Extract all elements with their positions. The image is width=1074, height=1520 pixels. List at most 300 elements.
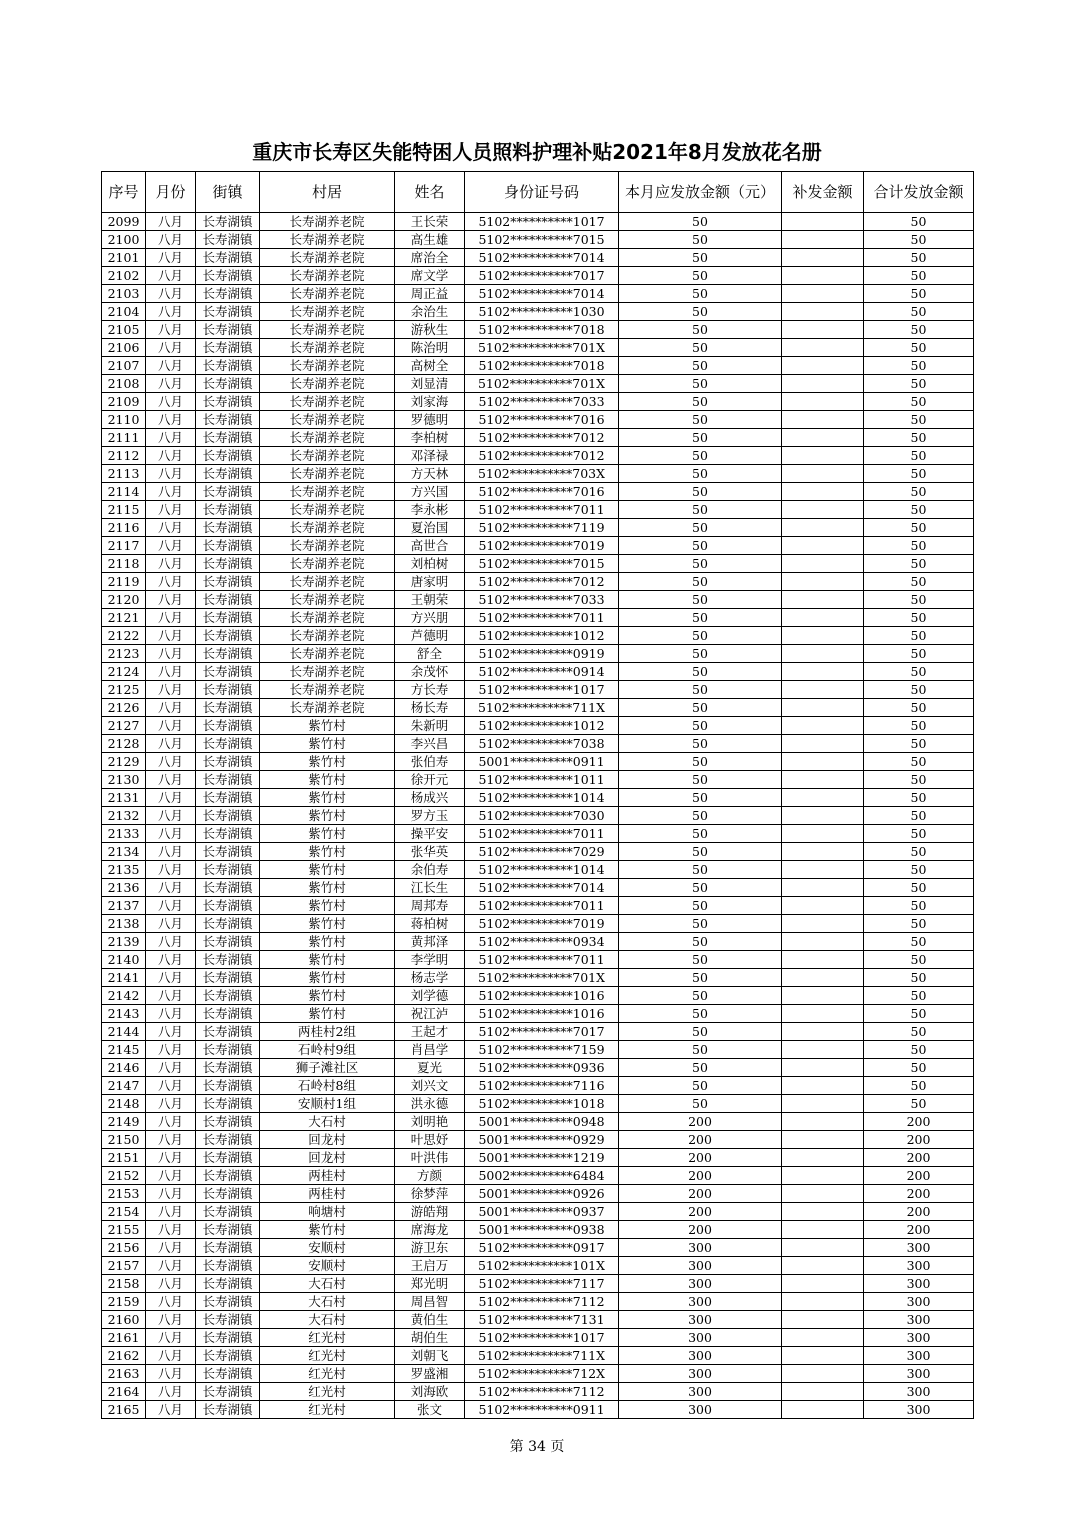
total-amount-cell: 50	[864, 1005, 974, 1023]
month-cell: 八月	[146, 357, 196, 375]
column-header: 身份证号码	[465, 172, 619, 213]
village-cell: 长寿湖养老院	[260, 249, 395, 267]
reissue-amount-cell	[782, 1077, 864, 1095]
total-amount-cell: 300	[864, 1347, 974, 1365]
serial-cell: 2138	[102, 915, 146, 933]
reissue-amount-cell	[782, 789, 864, 807]
column-header: 街镇	[196, 172, 260, 213]
serial-cell: 2116	[102, 519, 146, 537]
month-cell: 八月	[146, 861, 196, 879]
table-row	[102, 231, 974, 249]
name-cell: 洪永德	[395, 1095, 465, 1113]
town-cell: 长寿湖镇	[196, 627, 260, 645]
serial-cell: 2123	[102, 645, 146, 663]
total-amount-cell: 50	[864, 915, 974, 933]
table-row	[102, 555, 974, 573]
month-cell: 八月	[146, 681, 196, 699]
name-cell: 王长荣	[395, 213, 465, 231]
reissue-amount-cell	[782, 1293, 864, 1311]
total-amount-cell: 300	[864, 1311, 974, 1329]
monthly-amount-cell: 50	[619, 447, 782, 465]
monthly-amount-cell: 50	[619, 537, 782, 555]
table-row	[102, 519, 974, 537]
table-row	[102, 447, 974, 465]
id-number-cell: 5001**********0948	[465, 1113, 619, 1131]
monthly-amount-cell: 300	[619, 1365, 782, 1383]
name-cell: 祝江泸	[395, 1005, 465, 1023]
table-row	[102, 627, 974, 645]
town-cell: 长寿湖镇	[196, 1239, 260, 1257]
total-amount-cell: 50	[864, 321, 974, 339]
reissue-amount-cell	[782, 1149, 864, 1167]
month-cell: 八月	[146, 1329, 196, 1347]
id-number-cell: 5102**********1018	[465, 1095, 619, 1113]
reissue-amount-cell	[782, 1365, 864, 1383]
name-cell: 周昌智	[395, 1293, 465, 1311]
town-cell: 长寿湖镇	[196, 645, 260, 663]
serial-cell: 2161	[102, 1329, 146, 1347]
village-cell: 长寿湖养老院	[260, 447, 395, 465]
village-cell: 紫竹村	[260, 843, 395, 861]
month-cell: 八月	[146, 717, 196, 735]
monthly-amount-cell: 50	[619, 753, 782, 771]
table-row	[102, 321, 974, 339]
month-cell: 八月	[146, 213, 196, 231]
name-cell: 叶洪伟	[395, 1149, 465, 1167]
total-amount-cell: 200	[864, 1149, 974, 1167]
id-number-cell: 5102**********7112	[465, 1383, 619, 1401]
id-number-cell: 5102**********7012	[465, 447, 619, 465]
village-cell: 长寿湖养老院	[260, 501, 395, 519]
serial-cell: 2135	[102, 861, 146, 879]
town-cell: 长寿湖镇	[196, 1293, 260, 1311]
total-amount-cell: 200	[864, 1131, 974, 1149]
serial-cell: 2142	[102, 987, 146, 1005]
village-cell: 响塘村	[260, 1203, 395, 1221]
village-cell: 长寿湖养老院	[260, 411, 395, 429]
town-cell: 长寿湖镇	[196, 303, 260, 321]
serial-cell: 2104	[102, 303, 146, 321]
id-number-cell: 5001**********0938	[465, 1221, 619, 1239]
monthly-amount-cell: 200	[619, 1167, 782, 1185]
column-header: 序号	[102, 172, 146, 213]
total-amount-cell: 50	[864, 465, 974, 483]
serial-cell: 2108	[102, 375, 146, 393]
name-cell: 李柏树	[395, 429, 465, 447]
name-cell: 陈治明	[395, 339, 465, 357]
monthly-amount-cell: 50	[619, 1077, 782, 1095]
total-amount-cell: 50	[864, 483, 974, 501]
table-row	[102, 1239, 974, 1257]
id-number-cell: 5102**********711X	[465, 699, 619, 717]
total-amount-cell: 300	[864, 1293, 974, 1311]
id-number-cell: 5102**********7017	[465, 267, 619, 285]
table-row	[102, 717, 974, 735]
name-cell: 夏治国	[395, 519, 465, 537]
total-amount-cell: 50	[864, 681, 974, 699]
serial-cell: 2117	[102, 537, 146, 555]
monthly-amount-cell: 50	[619, 429, 782, 447]
total-amount-cell: 50	[864, 609, 974, 627]
monthly-amount-cell: 50	[619, 861, 782, 879]
total-amount-cell: 50	[864, 1077, 974, 1095]
village-cell: 长寿湖养老院	[260, 591, 395, 609]
reissue-amount-cell	[782, 969, 864, 987]
name-cell: 操平安	[395, 825, 465, 843]
town-cell: 长寿湖镇	[196, 231, 260, 249]
serial-cell: 2129	[102, 753, 146, 771]
total-amount-cell: 50	[864, 375, 974, 393]
total-amount-cell: 50	[864, 447, 974, 465]
monthly-amount-cell: 200	[619, 1113, 782, 1131]
month-cell: 八月	[146, 591, 196, 609]
monthly-amount-cell: 50	[619, 771, 782, 789]
id-number-cell: 5102**********7012	[465, 429, 619, 447]
reissue-amount-cell	[782, 249, 864, 267]
village-cell: 红光村	[260, 1401, 395, 1419]
town-cell: 长寿湖镇	[196, 555, 260, 573]
table-row	[102, 1167, 974, 1185]
total-amount-cell: 50	[864, 429, 974, 447]
monthly-amount-cell: 50	[619, 807, 782, 825]
village-cell: 红光村	[260, 1365, 395, 1383]
serial-cell: 2156	[102, 1239, 146, 1257]
reissue-amount-cell	[782, 285, 864, 303]
serial-cell: 2105	[102, 321, 146, 339]
total-amount-cell: 50	[864, 213, 974, 231]
name-cell: 高树全	[395, 357, 465, 375]
name-cell: 郑光明	[395, 1275, 465, 1293]
monthly-amount-cell: 50	[619, 249, 782, 267]
name-cell: 方兴朋	[395, 609, 465, 627]
serial-cell: 2102	[102, 267, 146, 285]
total-amount-cell: 50	[864, 1041, 974, 1059]
serial-cell: 2149	[102, 1113, 146, 1131]
total-amount-cell: 50	[864, 825, 974, 843]
month-cell: 八月	[146, 321, 196, 339]
table-row	[102, 1347, 974, 1365]
total-amount-cell: 50	[864, 591, 974, 609]
monthly-amount-cell: 200	[619, 1221, 782, 1239]
table-row	[102, 1275, 974, 1293]
village-cell: 紫竹村	[260, 807, 395, 825]
town-cell: 长寿湖镇	[196, 969, 260, 987]
name-cell: 王朝荣	[395, 591, 465, 609]
serial-cell: 2121	[102, 609, 146, 627]
town-cell: 长寿湖镇	[196, 789, 260, 807]
id-number-cell: 5102**********7014	[465, 879, 619, 897]
month-cell: 八月	[146, 1365, 196, 1383]
month-cell: 八月	[146, 447, 196, 465]
town-cell: 长寿湖镇	[196, 915, 260, 933]
town-cell: 长寿湖镇	[196, 1221, 260, 1239]
name-cell: 舒全	[395, 645, 465, 663]
monthly-amount-cell: 50	[619, 681, 782, 699]
month-cell: 八月	[146, 537, 196, 555]
serial-cell: 2146	[102, 1059, 146, 1077]
reissue-amount-cell	[782, 483, 864, 501]
reissue-amount-cell	[782, 411, 864, 429]
village-cell: 长寿湖养老院	[260, 699, 395, 717]
serial-cell: 2131	[102, 789, 146, 807]
table-row	[102, 1383, 974, 1401]
name-cell: 游卫东	[395, 1239, 465, 1257]
reissue-amount-cell	[782, 879, 864, 897]
village-cell: 长寿湖养老院	[260, 321, 395, 339]
reissue-amount-cell	[782, 1167, 864, 1185]
village-cell: 紫竹村	[260, 969, 395, 987]
id-number-cell: 5102**********7015	[465, 231, 619, 249]
name-cell: 张伯寿	[395, 753, 465, 771]
table-row	[102, 339, 974, 357]
reissue-amount-cell	[782, 1041, 864, 1059]
serial-cell: 2132	[102, 807, 146, 825]
table-row	[102, 753, 974, 771]
column-header: 补发金额	[782, 172, 864, 213]
town-cell: 长寿湖镇	[196, 1203, 260, 1221]
table-row	[102, 897, 974, 915]
id-number-cell: 5102**********703X	[465, 465, 619, 483]
town-cell: 长寿湖镇	[196, 411, 260, 429]
reissue-amount-cell	[782, 1113, 864, 1131]
reissue-amount-cell	[782, 663, 864, 681]
serial-cell: 2152	[102, 1167, 146, 1185]
town-cell: 长寿湖镇	[196, 357, 260, 375]
table-row	[102, 537, 974, 555]
serial-cell: 2115	[102, 501, 146, 519]
month-cell: 八月	[146, 645, 196, 663]
town-cell: 长寿湖镇	[196, 1347, 260, 1365]
header-row	[102, 172, 974, 213]
monthly-amount-cell: 50	[619, 663, 782, 681]
id-number-cell: 5102**********701X	[465, 339, 619, 357]
monthly-amount-cell: 50	[619, 897, 782, 915]
village-cell: 紫竹村	[260, 771, 395, 789]
id-number-cell: 5102**********701X	[465, 969, 619, 987]
monthly-amount-cell: 50	[619, 483, 782, 501]
table-row	[102, 861, 974, 879]
table-body	[102, 213, 974, 1419]
total-amount-cell: 50	[864, 285, 974, 303]
name-cell: 余伯寿	[395, 861, 465, 879]
name-cell: 罗德明	[395, 411, 465, 429]
total-amount-cell: 50	[864, 267, 974, 285]
serial-cell: 2109	[102, 393, 146, 411]
id-number-cell: 5102**********7030	[465, 807, 619, 825]
month-cell: 八月	[146, 735, 196, 753]
monthly-amount-cell: 50	[619, 501, 782, 519]
village-cell: 大石村	[260, 1113, 395, 1131]
village-cell: 长寿湖养老院	[260, 537, 395, 555]
name-cell: 肖昌学	[395, 1041, 465, 1059]
reissue-amount-cell	[782, 555, 864, 573]
month-cell: 八月	[146, 879, 196, 897]
village-cell: 长寿湖养老院	[260, 555, 395, 573]
serial-cell: 2148	[102, 1095, 146, 1113]
serial-cell: 2128	[102, 735, 146, 753]
id-number-cell: 5102**********7012	[465, 573, 619, 591]
name-cell: 王起才	[395, 1023, 465, 1041]
total-amount-cell: 200	[864, 1185, 974, 1203]
total-amount-cell: 50	[864, 771, 974, 789]
serial-cell: 2141	[102, 969, 146, 987]
monthly-amount-cell: 50	[619, 267, 782, 285]
month-cell: 八月	[146, 1005, 196, 1023]
column-header: 月份	[146, 172, 196, 213]
village-cell: 紫竹村	[260, 897, 395, 915]
reissue-amount-cell	[782, 1005, 864, 1023]
serial-cell: 2107	[102, 357, 146, 375]
serial-cell: 2119	[102, 573, 146, 591]
table-row	[102, 1311, 974, 1329]
village-cell: 长寿湖养老院	[260, 213, 395, 231]
town-cell: 长寿湖镇	[196, 339, 260, 357]
serial-cell: 2160	[102, 1311, 146, 1329]
town-cell: 长寿湖镇	[196, 1131, 260, 1149]
reissue-amount-cell	[782, 861, 864, 879]
name-cell: 游秋生	[395, 321, 465, 339]
town-cell: 长寿湖镇	[196, 843, 260, 861]
total-amount-cell: 50	[864, 663, 974, 681]
page-title: 重庆市长寿区失能特困人员照料护理补贴2021年8月发放花名册	[252, 140, 822, 164]
town-cell: 长寿湖镇	[196, 1311, 260, 1329]
month-cell: 八月	[146, 1059, 196, 1077]
name-cell: 罗方玉	[395, 807, 465, 825]
table-row	[102, 393, 974, 411]
reissue-amount-cell	[782, 915, 864, 933]
id-number-cell: 5102**********7011	[465, 897, 619, 915]
reissue-amount-cell	[782, 1401, 864, 1419]
village-cell: 红光村	[260, 1383, 395, 1401]
total-amount-cell: 50	[864, 1023, 974, 1041]
name-cell: 刘家海	[395, 393, 465, 411]
month-cell: 八月	[146, 627, 196, 645]
town-cell: 长寿湖镇	[196, 519, 260, 537]
serial-cell: 2127	[102, 717, 146, 735]
reissue-amount-cell	[782, 1203, 864, 1221]
name-cell: 叶思妤	[395, 1131, 465, 1149]
monthly-amount-cell: 200	[619, 1203, 782, 1221]
name-cell: 胡伯生	[395, 1329, 465, 1347]
village-cell: 长寿湖养老院	[260, 681, 395, 699]
reissue-amount-cell	[782, 843, 864, 861]
roster-table	[101, 171, 974, 1419]
name-cell: 方颜	[395, 1167, 465, 1185]
reissue-amount-cell	[782, 1221, 864, 1239]
town-cell: 长寿湖镇	[196, 213, 260, 231]
town-cell: 长寿湖镇	[196, 717, 260, 735]
table-row	[102, 735, 974, 753]
month-cell: 八月	[146, 951, 196, 969]
serial-cell: 2110	[102, 411, 146, 429]
monthly-amount-cell: 50	[619, 969, 782, 987]
monthly-amount-cell: 50	[619, 357, 782, 375]
id-number-cell: 5102**********7011	[465, 609, 619, 627]
town-cell: 长寿湖镇	[196, 951, 260, 969]
total-amount-cell: 200	[864, 1221, 974, 1239]
monthly-amount-cell: 50	[619, 933, 782, 951]
id-number-cell: 5102**********7019	[465, 537, 619, 555]
monthly-amount-cell: 300	[619, 1347, 782, 1365]
month-cell: 八月	[146, 303, 196, 321]
total-amount-cell: 50	[864, 699, 974, 717]
monthly-amount-cell: 50	[619, 1095, 782, 1113]
month-cell: 八月	[146, 285, 196, 303]
table-row	[102, 951, 974, 969]
column-header: 姓名	[395, 172, 465, 213]
village-cell: 安顺村	[260, 1257, 395, 1275]
reissue-amount-cell	[782, 1059, 864, 1077]
village-cell: 狮子滩社区	[260, 1059, 395, 1077]
village-cell: 长寿湖养老院	[260, 573, 395, 591]
monthly-amount-cell: 50	[619, 879, 782, 897]
id-number-cell: 5102**********0936	[465, 1059, 619, 1077]
town-cell: 长寿湖镇	[196, 267, 260, 285]
serial-cell: 2099	[102, 213, 146, 231]
reissue-amount-cell	[782, 303, 864, 321]
town-cell: 长寿湖镇	[196, 735, 260, 753]
village-cell: 安顺村	[260, 1239, 395, 1257]
table-row	[102, 285, 974, 303]
village-cell: 安顺村1组	[260, 1095, 395, 1113]
month-cell: 八月	[146, 1113, 196, 1131]
month-cell: 八月	[146, 609, 196, 627]
month-cell: 八月	[146, 969, 196, 987]
monthly-amount-cell: 200	[619, 1185, 782, 1203]
reissue-amount-cell	[782, 1185, 864, 1203]
monthly-amount-cell: 50	[619, 555, 782, 573]
serial-cell: 2159	[102, 1293, 146, 1311]
name-cell: 王启万	[395, 1257, 465, 1275]
total-amount-cell: 50	[864, 411, 974, 429]
reissue-amount-cell	[782, 591, 864, 609]
id-number-cell: 5102**********0934	[465, 933, 619, 951]
month-cell: 八月	[146, 1203, 196, 1221]
reissue-amount-cell	[782, 807, 864, 825]
month-cell: 八月	[146, 1077, 196, 1095]
month-cell: 八月	[146, 1347, 196, 1365]
reissue-amount-cell	[782, 519, 864, 537]
month-cell: 八月	[146, 987, 196, 1005]
table-row	[102, 213, 974, 231]
id-number-cell: 5102**********7019	[465, 915, 619, 933]
id-number-cell: 5102**********712X	[465, 1365, 619, 1383]
name-cell: 徐开元	[395, 771, 465, 789]
total-amount-cell: 50	[864, 357, 974, 375]
total-amount-cell: 50	[864, 393, 974, 411]
name-cell: 方长寿	[395, 681, 465, 699]
monthly-amount-cell: 50	[619, 843, 782, 861]
total-amount-cell: 50	[864, 753, 974, 771]
name-cell: 刘海欧	[395, 1383, 465, 1401]
name-cell: 方兴国	[395, 483, 465, 501]
name-cell: 席海龙	[395, 1221, 465, 1239]
table-row	[102, 1203, 974, 1221]
name-cell: 李兴昌	[395, 735, 465, 753]
table-row	[102, 591, 974, 609]
total-amount-cell: 50	[864, 573, 974, 591]
total-amount-cell: 50	[864, 807, 974, 825]
table-row	[102, 357, 974, 375]
total-amount-cell: 50	[864, 519, 974, 537]
name-cell: 高世合	[395, 537, 465, 555]
table-row	[102, 1293, 974, 1311]
id-number-cell: 5102**********1030	[465, 303, 619, 321]
village-cell: 紫竹村	[260, 1221, 395, 1239]
id-number-cell: 5001**********0926	[465, 1185, 619, 1203]
id-number-cell: 5102**********7131	[465, 1311, 619, 1329]
name-cell: 江长生	[395, 879, 465, 897]
